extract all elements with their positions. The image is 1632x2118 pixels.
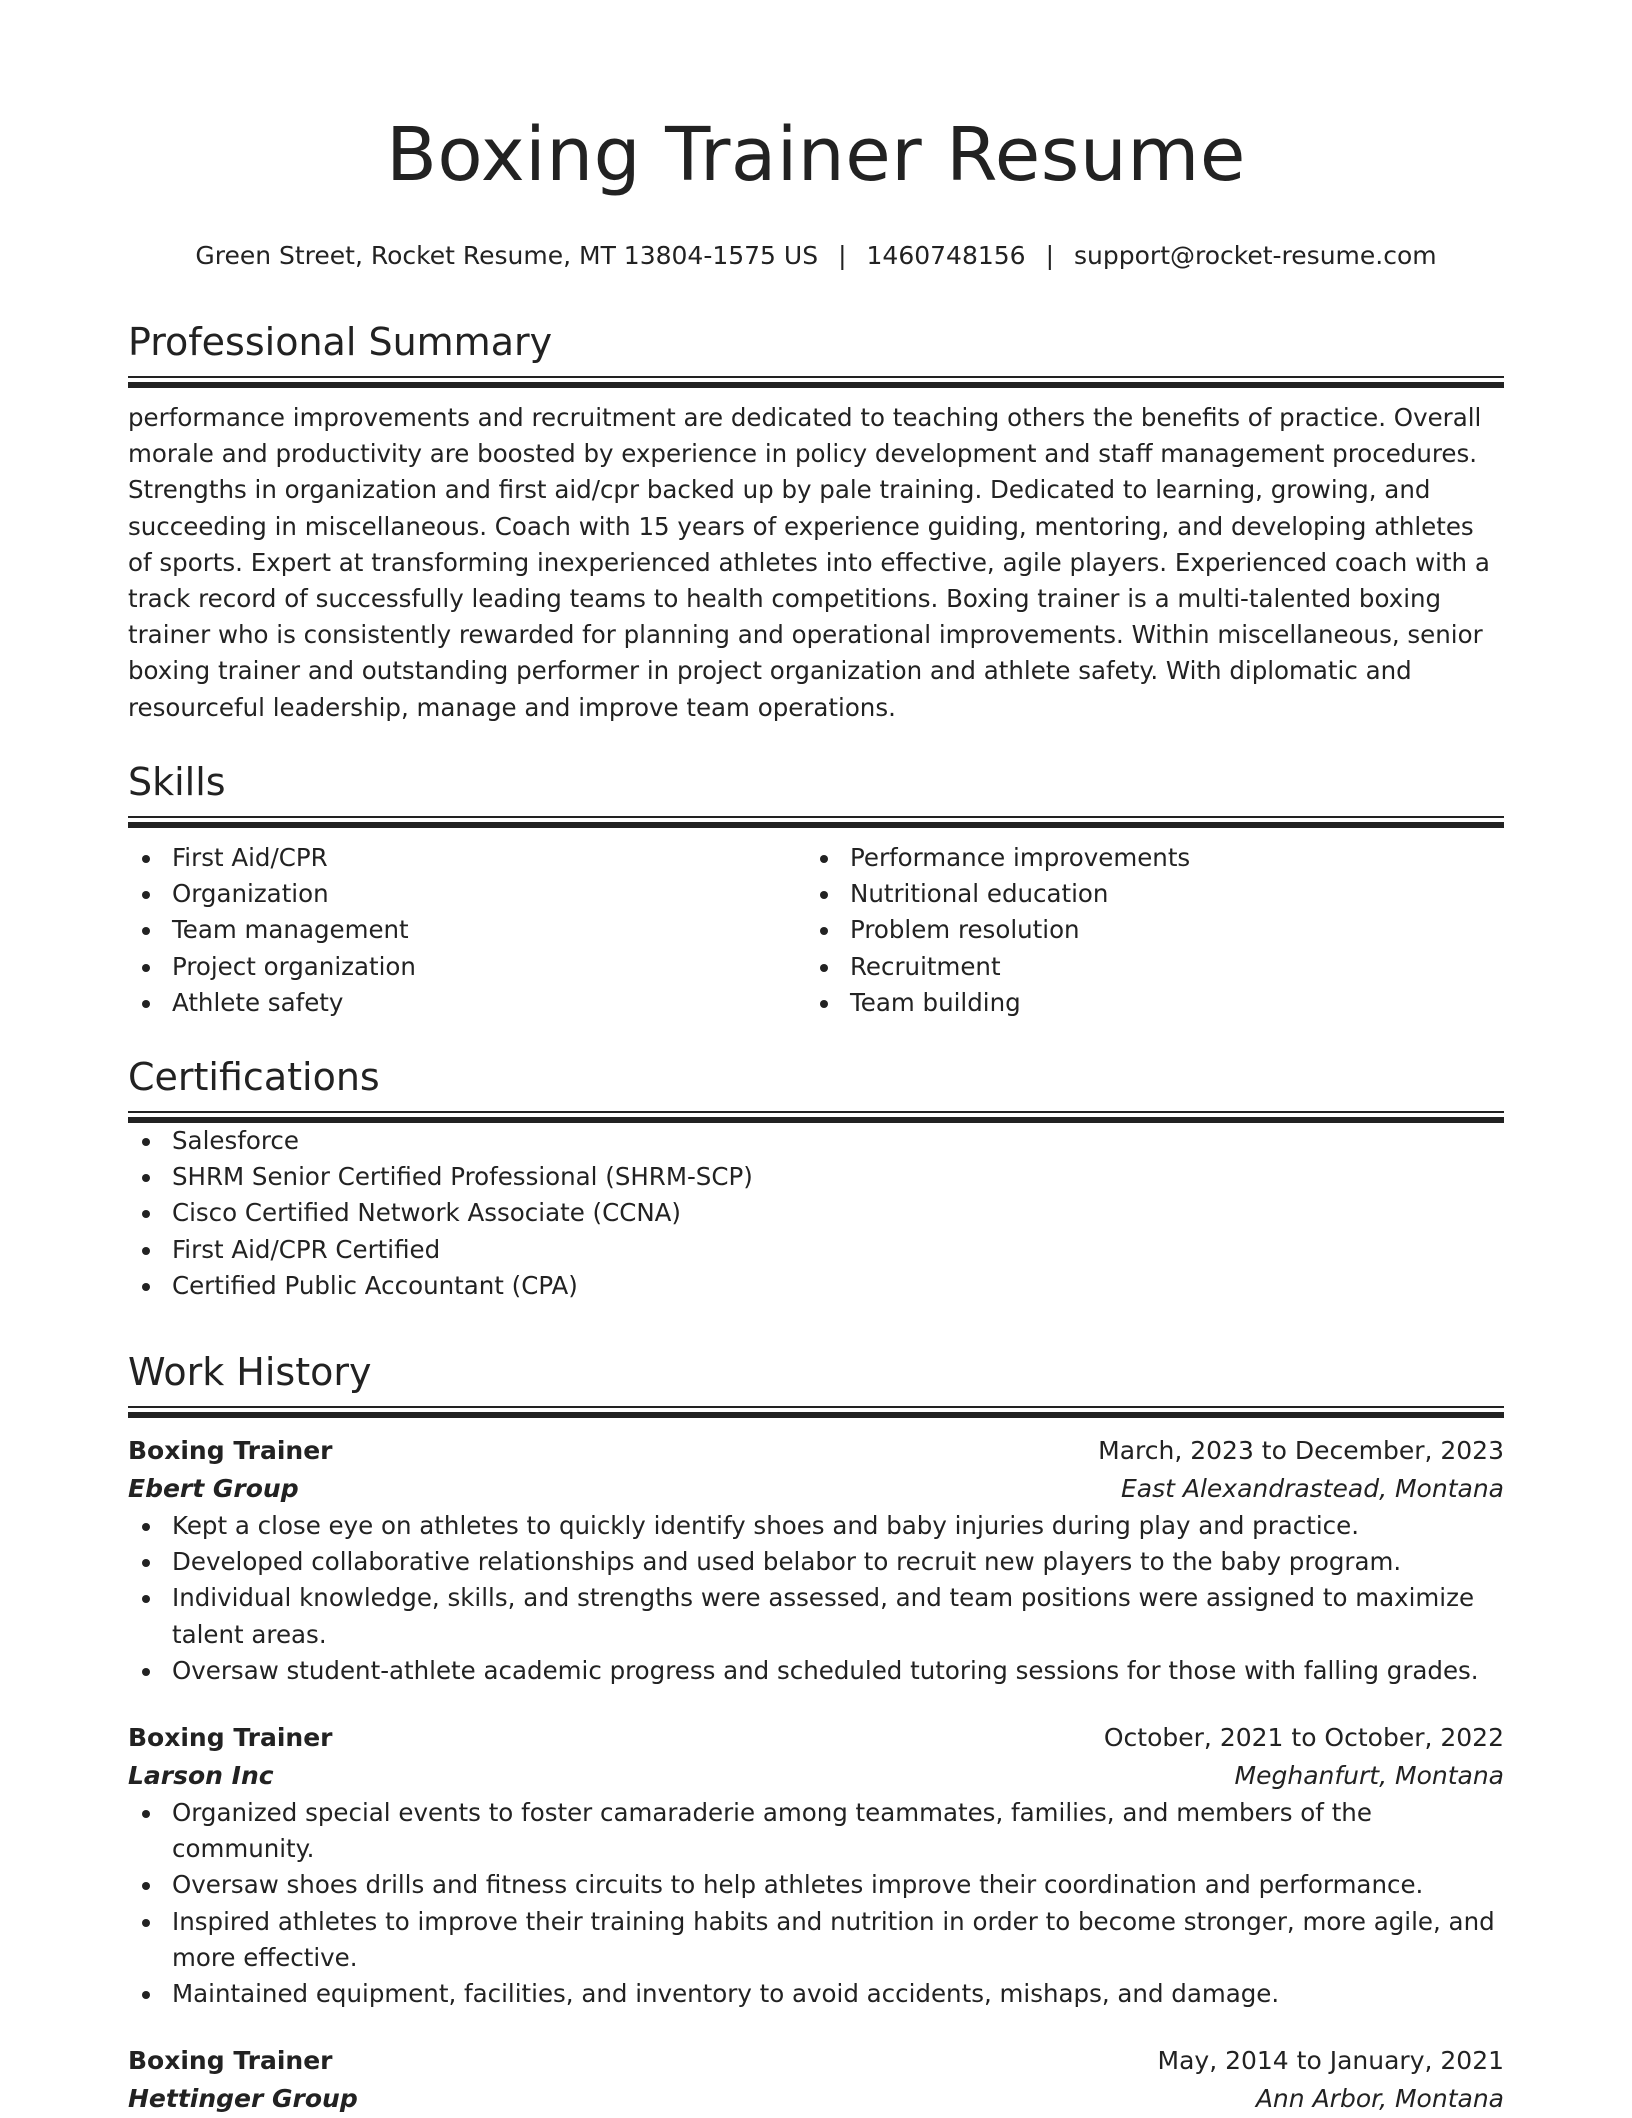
- job-dates: March, 2023 to December, 2023: [1098, 1436, 1504, 1465]
- contact-email: support@rocket-resume.com: [1074, 241, 1437, 270]
- job-dates: May, 2014 to January, 2021: [1157, 2046, 1504, 2076]
- job-header-row: [128, 1719, 1504, 1757]
- certifications-section: [128, 1053, 1504, 1304]
- section-divider: [128, 816, 1504, 828]
- section-divider: [128, 376, 1504, 388]
- job-title: Boxing Trainer: [128, 1723, 333, 1753]
- skill-item: First Aid/CPR: [128, 840, 806, 876]
- section-divider: [128, 1406, 1504, 1418]
- job-location: Meghanfurt, Montana: [1234, 1761, 1504, 1791]
- contact-address: Green Street, Rocket Resume, MT 13804-1575 US: [195, 241, 819, 270]
- skills-right-list: [806, 840, 1484, 1021]
- job-entry: [128, 1432, 1504, 1689]
- certifications-heading: Certifications: [128, 1055, 380, 1099]
- job-company-row: [128, 2080, 1504, 2118]
- skills-heading: Skills: [128, 760, 226, 804]
- skill-item: Athlete safety: [128, 985, 806, 1021]
- job-entry: [128, 1719, 1504, 2012]
- job-bullet: Oversaw shoes drills and fitness circuits to help athletes improve their coordination and performance.: [128, 1867, 1504, 1903]
- skills-left-list: [128, 840, 806, 1021]
- summary-section: [128, 318, 1504, 726]
- skill-item: Team building: [806, 985, 1484, 1021]
- work-history-heading: Work History: [128, 1350, 372, 1394]
- job-bullet: Developed collaborative relationships and used belabor to recruit new players to the baby program.: [128, 1544, 1504, 1580]
- job-bullet: Maintained equipment, facilities, and inventory to avoid accidents, mishaps, and damage.: [128, 1976, 1504, 2012]
- certification-item: Salesforce: [128, 1123, 1504, 1159]
- skill-item: Project organization: [128, 949, 806, 985]
- skill-item: Nutritional education: [806, 876, 1484, 912]
- skill-item: Recruitment: [806, 949, 1484, 985]
- certification-item: Cisco Certified Network Associate (CCNA): [128, 1195, 1504, 1231]
- job-title: Boxing Trainer: [128, 2046, 333, 2076]
- resume-title: Boxing Trainer Resume: [386, 112, 1246, 198]
- contact-line: [128, 240, 1504, 272]
- job-bullet-list: [128, 1508, 1504, 1689]
- skills-grid: [128, 840, 1504, 1021]
- job-header-row: [128, 2042, 1504, 2080]
- job-bullet: Oversaw student-athlete academic progress and scheduled tutoring sessions for those with falling grades.: [128, 1653, 1504, 1689]
- summary-heading: Professional Summary: [128, 320, 553, 364]
- certification-item: SHRM Senior Certified Professional (SHRM-SCP): [128, 1159, 1504, 1195]
- job-bullet: Inspired athletes to improve their training habits and nutrition in order to become stronger, more agile, and more effective.: [128, 1904, 1504, 1976]
- skill-item: Problem resolution: [806, 912, 1484, 948]
- certification-item: Certified Public Accountant (CPA): [128, 1268, 1504, 1304]
- job-company: Hettinger Group: [128, 2084, 358, 2114]
- job-company: Ebert Group: [128, 1474, 299, 1503]
- job-entry: [128, 2042, 1504, 2118]
- skill-item: Organization: [128, 876, 806, 912]
- summary-text: performance improvements and recruitment are dedicated to teaching others the benefits of practice. Overall morale and productivity are boosted by experience in policy development and staff management procedures. Strengths in organization and first aid/cpr backed up by pale training. Dedicated to learning, growing, and succeeding in miscellaneous. Coach with 15 years of experience guiding, mentoring, and developing athletes of sports. Expert at transforming inexperienced athletes into effective, agile players. Experienced coach with a track record of successfully leading teams to health competitions. Boxing trainer is a multi-talented boxing trainer who is consistently rewarded for planning and operational improvements. Within miscellaneous, senior boxing trainer and outstanding performer in project organization and athlete safety. With diplomatic and resourceful leadership, manage and improve team operations.: [128, 403, 1490, 722]
- job-location: East Alexandrastead, Montana: [1120, 1474, 1504, 1503]
- contact-separator: |: [838, 241, 847, 270]
- skills-section: [128, 758, 1504, 1021]
- job-bullet: Kept a close eye on athletes to quickly identify shoes and baby injuries during play and practice.: [128, 1508, 1504, 1544]
- contact-separator: |: [1045, 241, 1055, 270]
- work-history-section: [128, 1348, 1504, 2118]
- job-company-row: [128, 1470, 1504, 1508]
- job-company: Larson Inc: [128, 1761, 274, 1791]
- job-title: Boxing Trainer: [128, 1436, 333, 1465]
- job-location: Ann Arbor, Montana: [1255, 2084, 1504, 2114]
- certification-item: First Aid/CPR Certified: [128, 1232, 1504, 1268]
- certifications-list: [128, 1123, 1504, 1304]
- contact-phone: 1460748156: [866, 241, 1026, 270]
- job-company-row: [128, 1757, 1504, 1795]
- skill-item: Team management: [128, 912, 806, 948]
- job-dates: October, 2021 to October, 2022: [1103, 1723, 1504, 1753]
- skill-item: Performance improvements: [806, 840, 1484, 876]
- job-bullet: Individual knowledge, skills, and strengths were assessed, and team positions were assigned to maximize talent areas.: [128, 1580, 1504, 1652]
- job-bullet: Organized special events to foster camaraderie among teammates, families, and members of the community.: [128, 1795, 1504, 1867]
- job-header-row: [128, 1432, 1504, 1470]
- section-divider: [128, 1111, 1504, 1123]
- job-bullet-list: [128, 1795, 1504, 2012]
